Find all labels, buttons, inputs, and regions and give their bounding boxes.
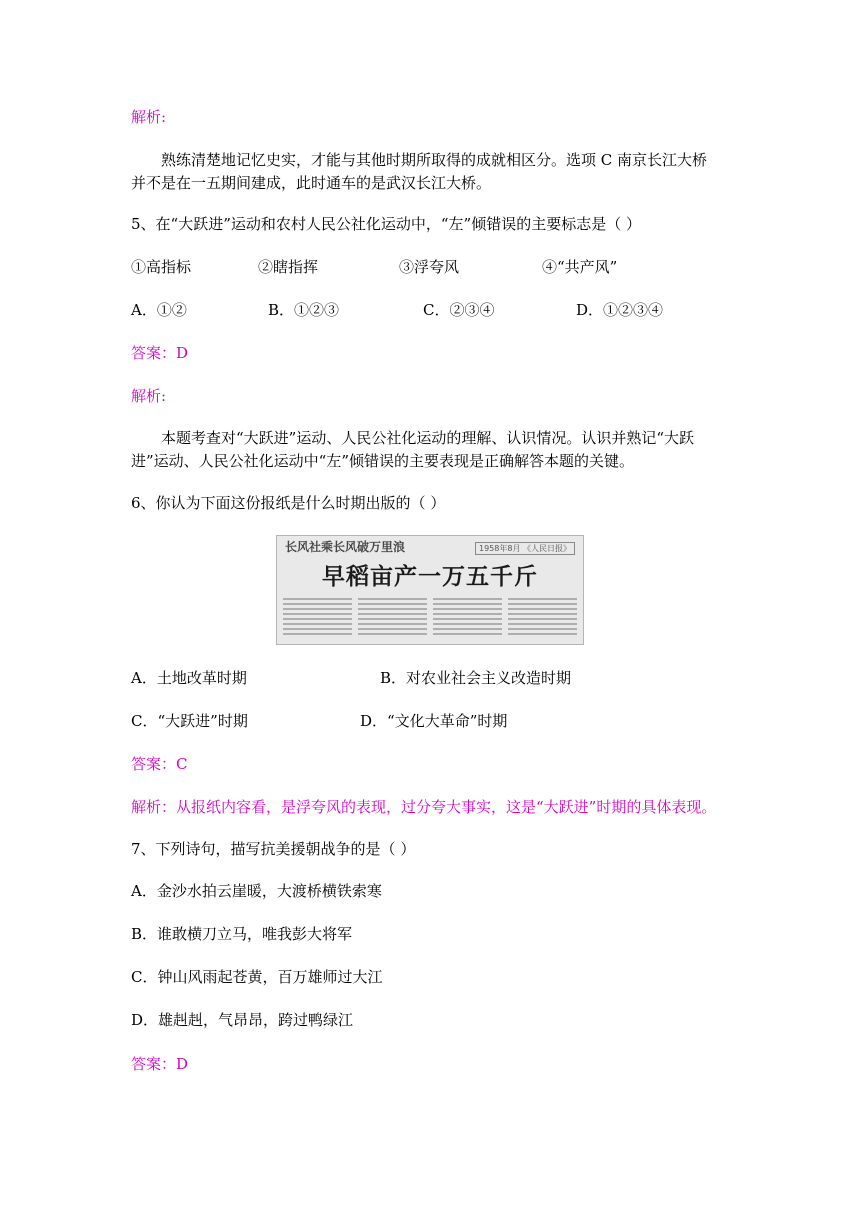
q5-answer: 答案：D: [131, 344, 189, 362]
q6-analysis: 解析：从报纸内容看，是浮夸风的表现，过分夸大事实，这是“大跃进”时期的具体表现。: [131, 798, 717, 816]
q5-option-a: A．①②: [131, 301, 187, 319]
q6-option-c: C．“大跃进”时期: [131, 712, 248, 730]
q5-analysis-line-1: 本题考查对“大跃进”运动、人民公社化运动的理解、认识情况。认识并熟记“大跃: [161, 429, 695, 447]
newspaper-columns: [283, 598, 577, 638]
q6-option-a: A．土地改革时期: [131, 669, 247, 687]
q7-answer: 答案：D: [131, 1055, 189, 1073]
newspaper-stamp: 1958年8月 《人民日报》: [475, 542, 575, 555]
q7-option-a: A．金沙水拍云崖暖，大渡桥横铁索寒: [131, 882, 382, 900]
q4-analysis-label: 解析:: [131, 108, 167, 126]
q7-option-b: B．谁敢横刀立马，唯我彭大将军: [131, 925, 353, 943]
q5-option-c: C．②③④: [423, 301, 495, 319]
q5-option-d: D．①②③④: [576, 301, 664, 319]
q6-option-b: B．对农业社会主义改造时期: [380, 669, 572, 687]
q5-item: ①高指标: [131, 258, 192, 276]
q7-stem: 7、下列诗句，描写抗美援朝战争的是（ ）: [131, 840, 416, 858]
q5-analysis-line-2: 进”运动、人民公社化运动中“左”倾错误的主要表现是正确解答本题的关键。: [131, 452, 635, 470]
q7-option-c: C．钟山风雨起苍黄，百万雄师过大江: [131, 968, 383, 986]
q6-stem: 6、你认为下面这份报纸是什么时期出版的（ ）: [131, 494, 446, 512]
q6-answer: 答案：C: [131, 755, 188, 773]
q7-option-d: D．雄赳赳，气昂昂，跨过鸭绿江: [131, 1011, 354, 1029]
q5-item: ②瞎指挥: [258, 258, 319, 276]
q5-analysis-label: 解析:: [131, 387, 167, 405]
q6-option-d: D．“文化大革命”时期: [360, 712, 508, 730]
newspaper-headline: 早稻亩产一万五千斤: [322, 564, 538, 590]
q4-analysis-line-2: 并不是在一五期间建成，此时通车的是武汉长江大桥。: [131, 174, 492, 192]
q5-item: ④“共产风”: [542, 258, 618, 276]
q5-stem: 5、在“大跃进”运动和农村人民公社化运动中，“左”倾错误的主要标志是（ ）: [131, 215, 641, 233]
q5-item: ③浮夸风: [399, 258, 460, 276]
newspaper-top-line: 长风社乘长风破万里浪: [285, 540, 406, 554]
q5-option-b: B．①②③: [268, 301, 340, 319]
q4-analysis-line-1: 熟练清楚地记忆史实，才能与其他时期所取得的成就相区分。选项 C 南京长江大桥: [161, 151, 708, 169]
newspaper-image: [276, 535, 584, 645]
